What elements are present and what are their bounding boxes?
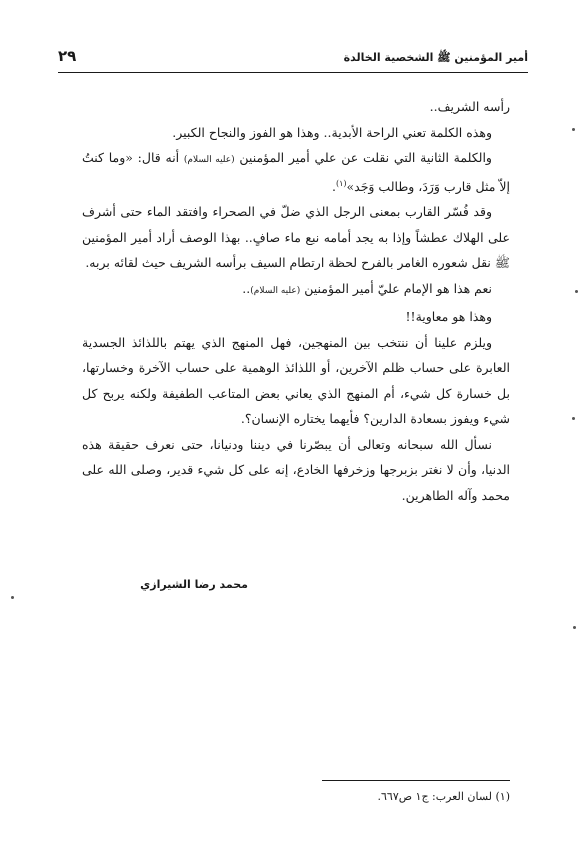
scan-speck [11,596,14,599]
footnote: (١) لسان العرب: ج١ ص٦٦٧. [377,790,510,803]
paragraph-3-end: . [331,178,336,194]
quote-text: أنه قال: «وما كنتُ إلاّ مثل قارب وَرَدَ، وطالب وَجَد» [82,150,510,194]
scan-speck [572,128,575,131]
paragraph-5 [82,276,510,305]
footnote-rule [322,780,510,781]
body-text [82,94,510,508]
running-title: أمير المؤمنين ﷺ الشخصية الخالدة [343,51,528,64]
paragraph-1: رأسه الشريف.. [429,99,510,114]
footnote-marker: (١) [335,178,347,188]
scan-speck [573,626,576,629]
paragraph-3-start: والكلمة الثانية التي نقلت عن علي أمير المؤمنين [239,150,492,165]
honorific: (عليه السلام) [183,155,235,165]
paragraph-4: وقد فُسّر القارب بمعنى الرجل الذي ضلّ في الصحراء وافتقد الماء حتى أشرف على الهلاك عطشاً وإذا به يجد أمامه نبع ماء صافٍ.. بهذا الوصف أراد أمير المؤمنين ﷺ نقل شعوره الغامر بالفرح لحظة ارتطام السيف برأسه الشريف حيث لقائه بربه. [82,204,510,270]
author-signature: محمد رضا الشيرازي [140,578,248,591]
paragraph-5-end: .. [242,280,251,296]
paragraph-5-start: نعم هذا هو الإمام عليّ أمير المؤمنين [304,280,492,296]
header-rule [58,72,528,73]
page-number: ٢٩ [58,47,77,65]
paragraph-3 [82,145,510,199]
paragraph-7: ويلزم علينا أن ننتخب بين المنهجين، فهل المنهج الذي يهتم باللذائذ الجسدية العابرة على حساب ظلم الآخرين، أو اللذائذ الوهمية على حساب الآخرة وخسارتها، بل خسارة كل شيء، أم المنهج الذي يعاني بعض المتاعب الطفيفة ولكنه يربح كل شيء ويفوز بسعادة الدارين؟ فأيهما يختاره الإنسان؟. [82,334,510,426]
page-header [58,47,528,71]
paragraph-2: وهذه الكلمة تعني الراحة الأبدية.. وهذا هو الفوز والنجاح الكبير. [172,124,492,140]
paragraph-8: نسأل الله سبحانه وتعالى أن يبصّرنا في ديننا ودنيانا، حتى نعرف حقيقة هذه الدنيا، وأن لا نغتر بزبرجها وزخرفها الخادع، إنه على كل شيء قدير، وصلى الله على محمد وآله الطاهرين. [82,436,510,503]
paragraph-6: وهذا هو معاوية!! [405,309,492,324]
scan-speck [572,417,575,420]
honorific: (عليه السلام) [250,285,301,296]
